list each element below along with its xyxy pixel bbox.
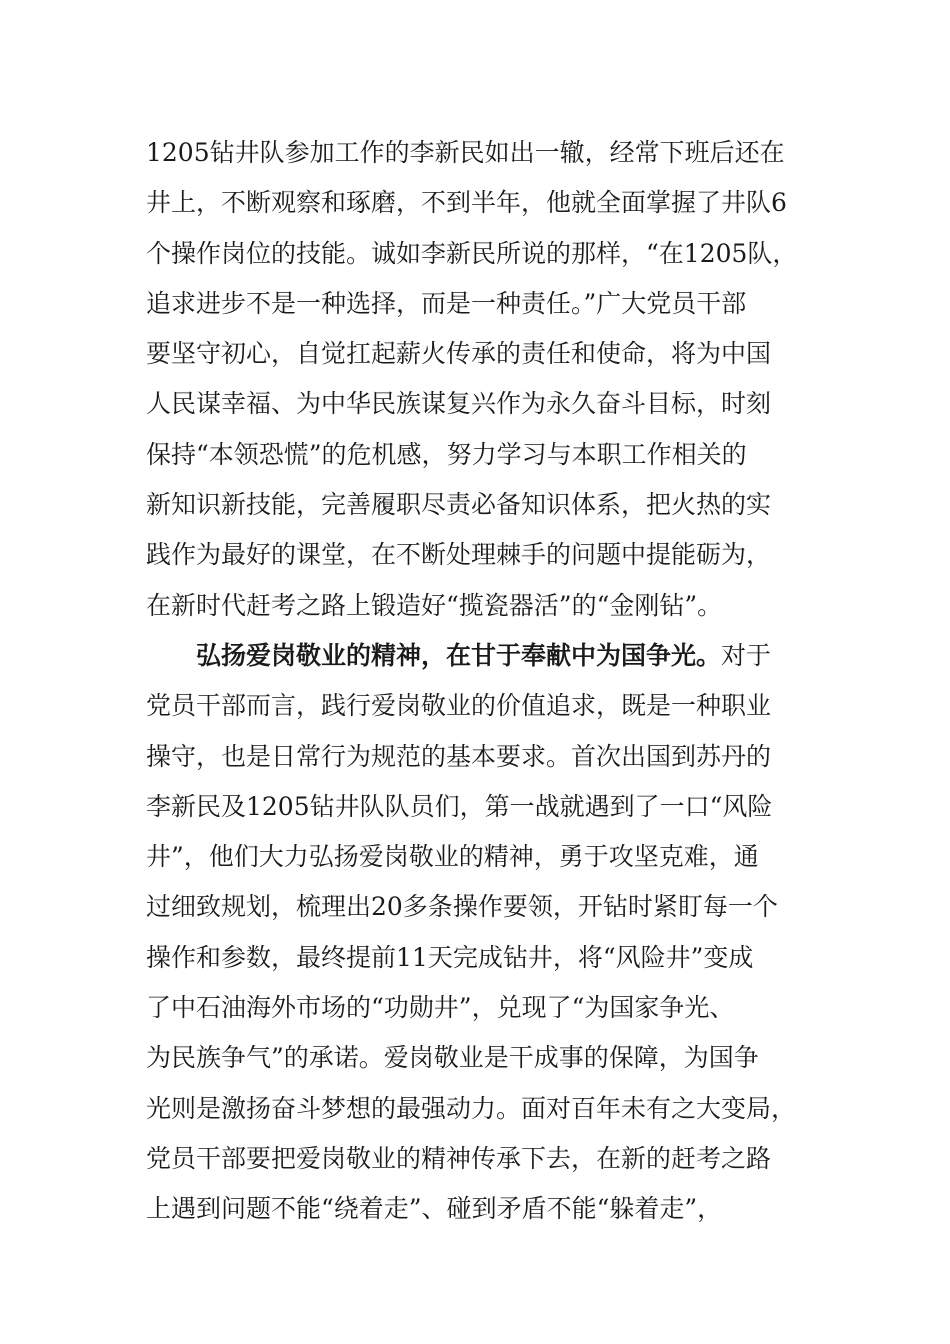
text-line: 保持“本领恐慌”的危机感，努力学习与本职工作相关的: [146, 439, 747, 469]
paragraph-heading: 弘扬爱岗敬业的精神，在甘于奉献中为国争光。: [196, 640, 722, 670]
text-line: 上遇到问题不能“绕着走”、碰到矛盾不能“躲着走”，: [146, 1194, 723, 1224]
text-line: 人民谋幸福、为中华民族谋复兴作为永久奋斗目标，时刻: [146, 389, 772, 419]
body-text: [146, 128, 826, 1235]
text-line: 党员干部而言，践行爱岗敬业的价值追求，既是一种职业: [146, 691, 772, 721]
text-line: 1205钻井队参加工作的李新民如出一辙，经常下班后还在: [146, 138, 785, 167]
paragraph-heading-rest: 对于: [721, 640, 772, 670]
text-line: 光则是激扬奋斗梦想的最强动力。面对百年未有之大变局，: [146, 1093, 797, 1123]
text-line: 新知识新技能，完善履职尽责必备知识体系，把火热的实: [146, 490, 772, 520]
text-line: 操守，也是日常行为规范的基本要求。首次出国到苏丹的: [146, 741, 772, 771]
text-line: 井”，他们大力弘扬爱岗敬业的精神，勇于攻坚克难，通: [146, 842, 759, 872]
text-line: 个操作岗位的技能。诚如李新民所说的那样，“在1205队，: [146, 238, 798, 268]
text-line: 为民族争气”的承诺。爱岗敬业是干成事的保障，为国争: [146, 1043, 759, 1073]
text-line: 操作和参数，最终提前11天完成钻井，将“风险井”变成: [146, 942, 754, 972]
text-line: 要坚守初心，自觉扛起薪火传承的责任和使命，将为中国: [146, 339, 772, 369]
paragraph-heading-line: [146, 631, 826, 681]
text-line: 党员干部要把爱岗敬业的精神传承下去，在新的赶考之路: [146, 1143, 772, 1173]
text-line: 井上，不断观察和琢磨，不到半年，他就全面掌握了井队6: [146, 188, 787, 218]
text-line: 李新民及1205钻井队队员们，第一战就遇到了一口“风险: [146, 791, 773, 821]
text-line: 在新时代赶考之路上锻造好“揽瓷器活”的“金刚钻”。: [146, 590, 723, 620]
text-line: 追求进步不是一种选择，而是一种责任。”广大党员干部: [146, 288, 747, 318]
text-line: 过细致规划，梳理出20多条操作要领，开钻时紧盯每一个: [146, 892, 778, 922]
text-line: 了中石油海外市场的“功勋井”，兑现了“为国家争光、: [146, 993, 735, 1023]
text-line: 践作为最好的课堂，在不断处理棘手的问题中提能砺为，: [146, 540, 772, 570]
